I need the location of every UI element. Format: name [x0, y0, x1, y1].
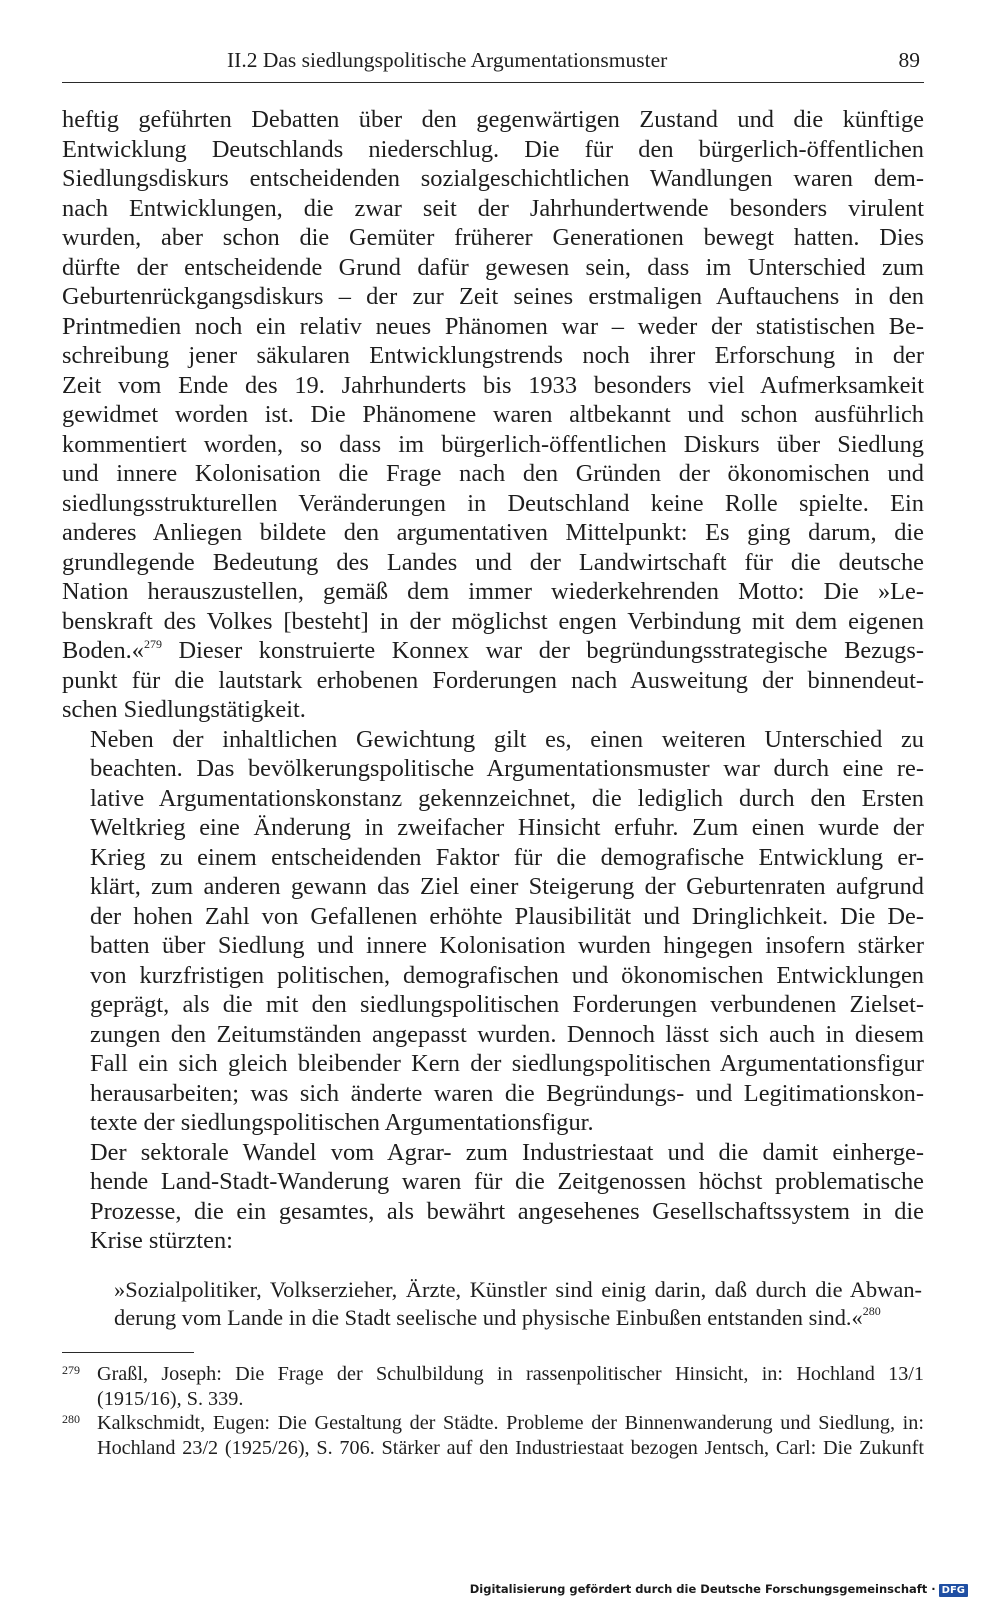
- text-line: batten über Siedlung und innere Kolonisation wurden hingegen insofern stärker: [90, 932, 924, 959]
- text-line: Der sektorale Wandel vom Agrar- zum Industriestaat und die damit einherge-: [90, 1138, 924, 1166]
- paragraph-1: [62, 105, 924, 725]
- footnote-line: Hochland 23/2 (1925/26), S. 706. Stärker auf den Industriestaat bezogen Jentsch, Carl: Die Zukunft: [97, 1436, 924, 1459]
- text-line-with-footnote-ref: [62, 636, 924, 666]
- text-line: benskraft des Volkes [besteht] in der möglichst engen Verbindung mit dem eigenen: [62, 607, 924, 635]
- footnotes: [62, 1362, 924, 1460]
- block-quote: [114, 1276, 922, 1332]
- running-header-title: II.2 Das siedlungspolitische Argumentationsmuster: [227, 48, 668, 72]
- text-segment: derung vom Lande in die Stadt seelische und physische Einbußen entstanden sind.«: [114, 1305, 863, 1330]
- text-line: anderes Anliegen bildete den argumentativen Mittelpunkt: Es ging darum, die: [62, 519, 924, 546]
- text-line: Printmedien noch ein relativ neues Phänomen war – weder der statistischen Be-: [62, 312, 924, 340]
- text-line: herausarbeiten; was sich änderte waren die Begründungs- und Legitimationskon-: [90, 1079, 924, 1107]
- text-line: texte der siedlungspolitischen Argumentationsfigur.: [90, 1109, 594, 1136]
- text-line: klärt, zum anderen gewann das Ziel einer Steigerung der Geburtenraten aufgrund: [90, 873, 924, 900]
- text-line: Fall ein sich gleich bleibender Kern der siedlungspolitischen Argumentationsfigur: [90, 1050, 924, 1077]
- text-line: schen Siedlungstätigkeit.: [62, 696, 306, 723]
- text-line: Nation herauszustellen, gemäß dem immer wiederkehrenden Motto: Die »Le-: [62, 578, 924, 605]
- text-line: grundlegende Bedeutung des Landes und der Landwirtschaft für die deutsche: [62, 548, 924, 576]
- text-line: schreibung jener säkularen Entwicklungstrends noch ihrer Erforschung in der: [62, 342, 924, 369]
- text-line: Krieg zu einem entscheidenden Faktor für die demografische Entwicklung er-: [90, 843, 924, 871]
- text-line: beachten. Das bevölkerungspolitische Argumentationsmuster war durch eine re-: [90, 755, 924, 782]
- text-line: lative Argumentationskonstanz gekennzeichnet, die lediglich durch den Ersten: [90, 784, 924, 812]
- text-line: nach Entwicklungen, die zwar seit der Jahrhundertwende besonders virulent: [62, 194, 924, 222]
- footnote-line: (1915/16), S. 339.: [97, 1387, 244, 1410]
- text-line: Neben der inhaltlichen Gewichtung gilt es, einen weiteren Unterschied zu: [90, 725, 924, 753]
- text-line: hende Land-Stadt-Wanderung waren für die Zeitgenossen höchst problematische: [90, 1168, 924, 1195]
- text-line: siedlungsstrukturellen Veränderungen in Deutschland keine Rolle spielte. Ein: [62, 489, 924, 517]
- quote-line-with-footnote-ref: [114, 1304, 922, 1332]
- credit-text: Digitalisierung gefördert durch die Deutsche Forschungsgemeinschaft ·: [469, 1582, 936, 1596]
- text-line: heftig geführten Debatten über den gegenwärtigen Zustand und die künftige: [62, 106, 924, 133]
- text-line: geprägt, als die mit den siedlungspolitischen Forderungen verbundenen Zielset-: [90, 991, 924, 1018]
- text-line: der hohen Zahl von Gefallenen erhöhte Plausibilität und Dringlichkeit. Die De-: [90, 902, 924, 930]
- footnote-ref-279: 279: [143, 637, 162, 651]
- text-line: gewidmet worden ist. Die Phänomene waren altbekannt und schon ausführlich: [62, 401, 924, 428]
- paragraph-2: [62, 725, 924, 1138]
- text-line: Entwicklung Deutschlands niederschlug. Die für den bürgerlich-öffentlichen: [62, 135, 924, 163]
- text-line: Prozesse, die ein gesamtes, als bewährt angesehenes Gesellschaftssystem in die: [90, 1197, 924, 1225]
- text-line: Weltkrieg eine Änderung in zweifacher Hinsicht erfuhr. Zum einen wurde der: [90, 814, 924, 841]
- footnote-divider: [62, 1352, 194, 1353]
- running-header: [62, 48, 924, 83]
- text-line: von kurzfristigen politischen, demografischen und ökonomischen Entwicklungen: [90, 961, 924, 989]
- quote-line: »Sozialpolitiker, Volkserzieher, Ärzte, Künstler sind einig darin, daß durch die Abwan-: [114, 1277, 922, 1302]
- footnote-number: 279: [62, 1363, 80, 1377]
- main-text: [62, 105, 924, 1256]
- text-segment: Dieser konstruierte Konnex war der begründungsstrategische Bezugs-: [161, 637, 924, 664]
- text-line: Geburtenrückgangsdiskurs – der zur Zeit seines erstmaligen Auftauchens in den: [62, 283, 924, 310]
- page-number: 89: [898, 48, 920, 72]
- text-line: Siedlungsdiskurs entscheidenden sozialgeschichtlichen Wandlungen waren dem-: [62, 165, 924, 192]
- text-line: Krise stürzten:: [90, 1227, 233, 1254]
- text-line: Zeit vom Ende des 19. Jahrhunderts bis 1933 besonders viel Aufmerksamkeit: [62, 371, 924, 399]
- paragraph-3: [62, 1138, 924, 1256]
- footnote-ref-280: 280: [862, 1304, 881, 1318]
- footnote-line: Graßl, Joseph: Die Frage der Schulbildung in rassenpolitischer Hinsicht, in: Hochland 13/1: [97, 1363, 924, 1385]
- footnote-line: Kalkschmidt, Eugen: Die Gestaltung der Städte. Probleme der Binnenwanderung und Siedlung, in:: [97, 1412, 924, 1434]
- dfg-logo: DFG: [939, 1584, 968, 1597]
- footnote-280: [62, 1411, 924, 1460]
- text-line: kommentiert worden, so dass im bürgerlich-öffentlichen Diskurs über Siedlung: [62, 430, 924, 458]
- footnote-279: [62, 1362, 924, 1411]
- digitization-credit: [470, 1582, 968, 1597]
- text-line: wurden, aber schon die Gemüter früherer Generationen bewegt hatten. Dies: [62, 224, 924, 251]
- text-segment: Boden.«: [62, 637, 144, 664]
- footnote-number: 280: [62, 1412, 80, 1426]
- text-line: und innere Kolonisation die Frage nach den Gründen der ökonomischen und: [62, 460, 924, 487]
- text-line: punkt für die lautstark erhobenen Forderungen nach Ausweitung der binnendeut-: [62, 666, 924, 694]
- text-line: dürfte der entscheidende Grund dafür gewesen sein, dass im Unterschied zum: [62, 253, 924, 281]
- text-line: zungen den Zeitumständen angepasst wurden. Dennoch lässt sich auch in diesem: [90, 1020, 924, 1048]
